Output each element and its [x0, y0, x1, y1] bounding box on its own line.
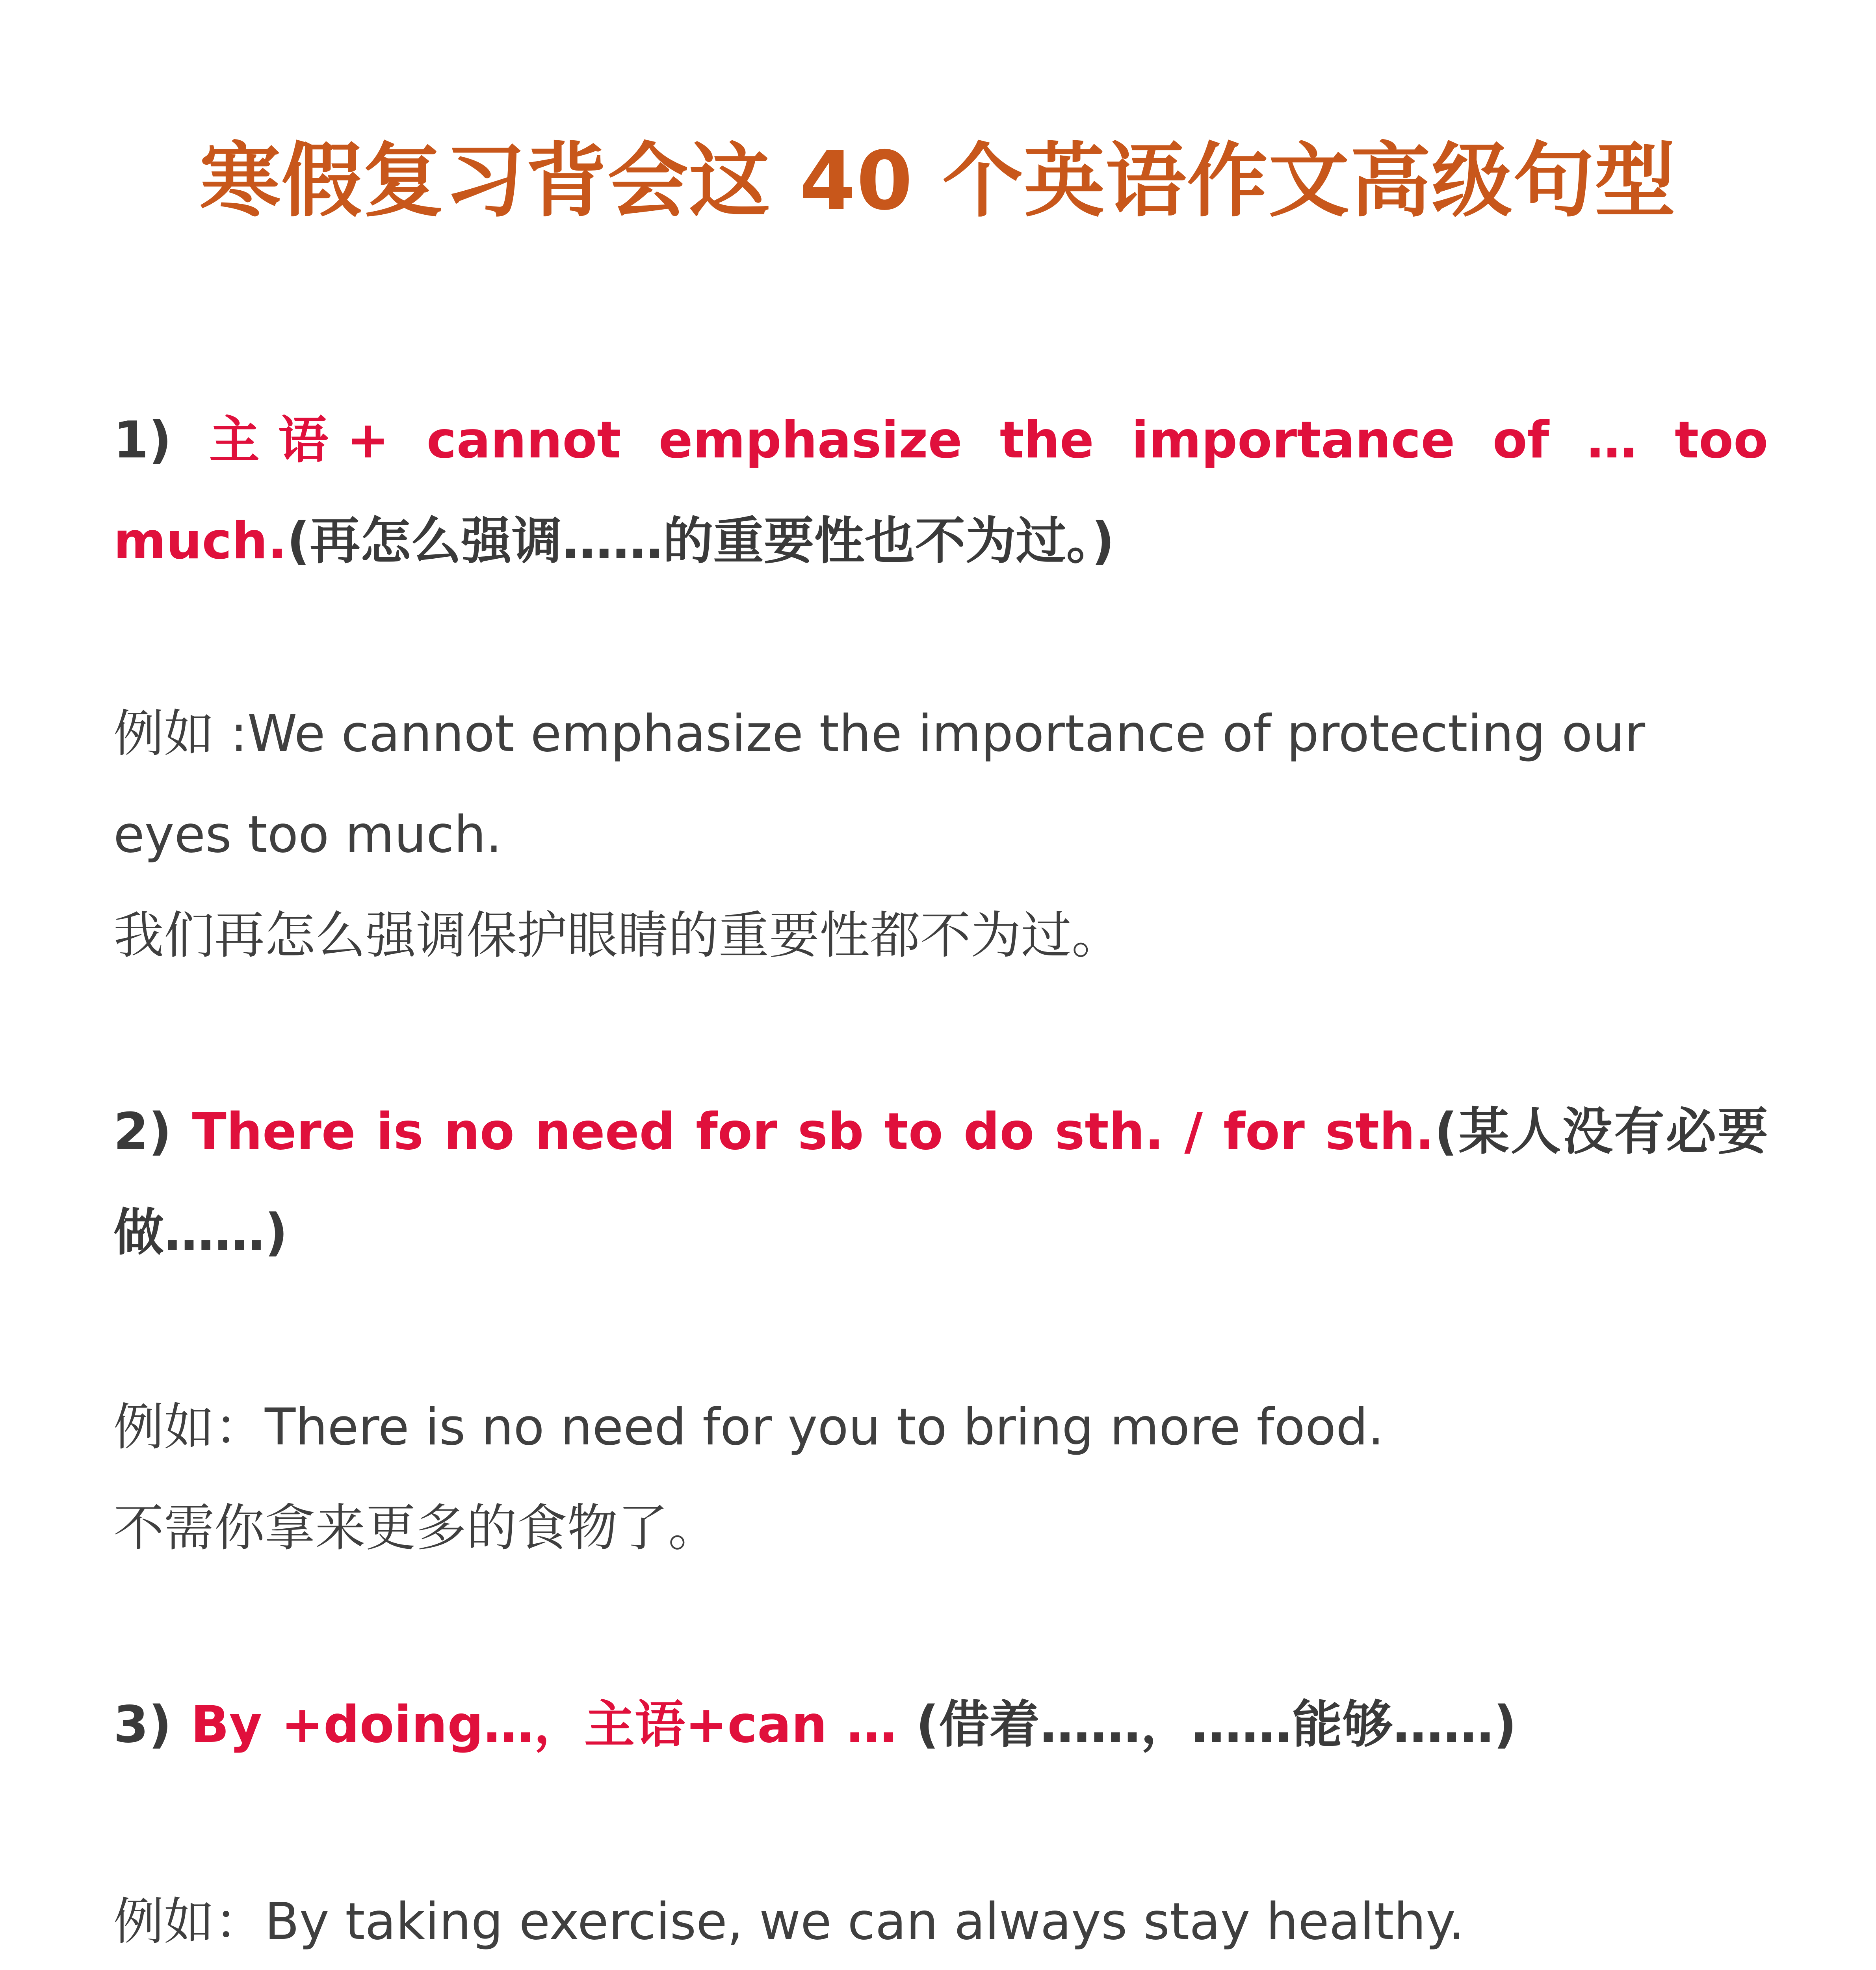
example-1: [113, 684, 1768, 986]
chinese-gloss: (再怎么强调……的重要性也不为过。): [287, 512, 1115, 571]
pattern-heading: [113, 1082, 1768, 1283]
example-block: [113, 684, 1768, 986]
example-3: [113, 1872, 1768, 1970]
chinese-gloss: (借着……，……能够……): [916, 1695, 1517, 1754]
sentence-pattern: By +doing…，主语+can …: [191, 1695, 897, 1754]
item-number: 2): [113, 1102, 172, 1161]
example-2: [113, 1377, 1768, 1579]
sentence-pattern: 主语+ cannot emphasize the importance of … too much.: [113, 411, 1768, 571]
pattern-heading: [113, 390, 1768, 592]
item-number: 3): [113, 1695, 172, 1754]
page-title: 寒假复习背会这 40 个英语作文高级句型: [199, 134, 1677, 228]
example-chinese: 我们再怎么强调保护眼睛的重要性都不为过。: [113, 906, 1122, 965]
pattern-item-3: [113, 1674, 1768, 1775]
item-number: 1): [113, 411, 172, 470]
chinese-gloss: (某人没有必要做……): [113, 1102, 1768, 1262]
example-chinese: 不需你拿来更多的食物了。: [113, 1499, 719, 1557]
pattern-item-1: [113, 390, 1768, 592]
example-english: 例如：There is no need for you to bring more food.: [113, 1398, 1384, 1457]
example-block: [113, 1872, 1768, 1970]
example-english: 例如 :We cannot emphasize the importance of protecting our eyes too much.: [113, 704, 1646, 864]
pattern-item-2: [113, 1082, 1768, 1283]
pattern-heading: [113, 1674, 1768, 1775]
sentence-pattern: There is no need for sb to do sth. / for sth.: [192, 1102, 1434, 1161]
example-block: [113, 1377, 1768, 1579]
example-english: 例如：By taking exercise, we can always stay healthy.: [113, 1892, 1465, 1951]
